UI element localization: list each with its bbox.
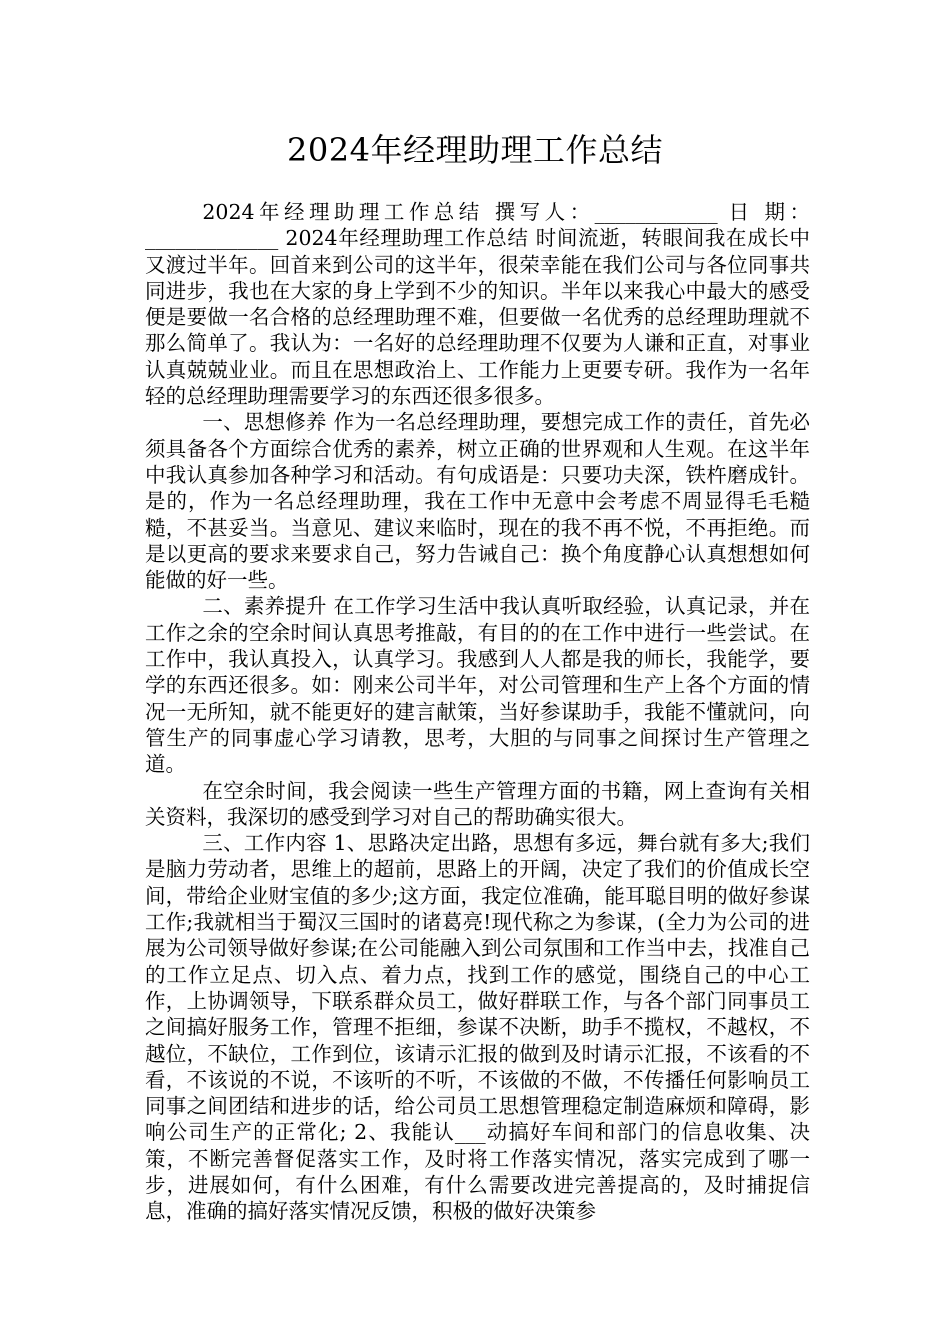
paragraph-work-content: 三、工作内容 1、思路决定出路，思想有多远，舞台就有多大;我们是脑力劳动者，思维上的超前，思路上的开阔，决定了我们的价值成长空间，带给企业财宝值的多少;这方面，我定位准确，能耳聪目明的做好参谋工作;我就相当于蜀汉三国时的诸葛亮!现代称之为参谋，(全力为公司的进展为公司领导做好参谋;在公司能融入到公司氛围和工作当中去，找准自己的工作立足点、切入点、着力点，找到工作的感觉，围绕自己的中心工作，上协调领导，下联系群众员工，做好群联工作，与各个部门同事员工之间搞好服务工作，管理不拒细，参谋不决断，助手不揽权，不越权，不越位，不缺位，工作到位，该请示汇报的做到及时请示汇报，不该看的不看，不该说的不说，不该听的不听，不该做的不做，不传播任何影响员工同事之间团结和进步的话，给公司员工思想管理稳定制造麻烦和障碍，影响公司生产的正常化; 2、我能认___动搞好车间和部门的信息收集、决策，不断完善督促落实工作，及时将工作落实情况，落实完成到了哪一步，进展如何，有什么困难，有什么需要改进完善提高的，及时捕捉信息，准确的搞好落实情况反馈，积极的做好决策参 [145, 831, 810, 1224]
paragraph-intro: 2024年经理助理工作总结 撰写人：____________ 日 期：_____________ 2024年经理助理工作总结 时间流逝，转眼间我在成长中又渡过半年。回首来到公司的这半年，很荣幸能在我们公司与各位同事共同进步，我也在大家的身上学到不少的知识。半年以来我心中最大的感受便是要做一名合格的总经理助理不难，但要做一名优秀的总经理助理就不那么简单了。我认为：一名好的总经理助理不仅要为人谦和正直，对事业认真兢兢业业。而且在思想政治上、工作能力上更要专研。我作为一名年轻的总经理助理需要学习的东西还很多很多。 [145, 200, 810, 409]
paragraph-quality: 二、素养提升 在工作学习生活中我认真听取经验，认真记录，并在工作之余的空余时间认真思考推敲，有目的的在工作中进行一些尝试。在工作中，我认真投入，认真学习。我感到人人都是我的师长，我能学，要学的东西还很多。如：刚来公司半年，对公司管理和生产上各个方面的情况一无所知，就不能更好的建言献策，当好参谋助手，我能不懂就问，向管生产的同事虚心学习请教，思考，大胆的与同事之间探讨生产管理之道。 [145, 594, 810, 777]
paragraph-spare-time: 在空余时间，我会阅读一些生产管理方面的书籍，网上查询有关相关资料，我深切的感受到学习对自己的帮助确实很大。 [145, 778, 810, 829]
paragraph-ideology: 一、思想修养 作为一名总经理助理，要想完成工作的责任，首先必须具备各个方面综合优秀的素养，树立正确的世界观和人生观。在这半年中我认真参加各种学习和活动。有句成语是：只要功夫深，铁杵磨成针。是的，作为一名总经理助理，我在工作中无意中会考虑不周显得毛毛糙糙，不甚妥当。当意见、建议来临时，现在的我不再不悦，不再拒绝。而是以更高的要求来要求自己，努力告诫自己：换个角度静心认真想想如何能做的好一些。 [145, 410, 810, 593]
document-body [145, 199, 810, 1225]
document-title: 2024年经理助理工作总结 [287, 131, 663, 169]
